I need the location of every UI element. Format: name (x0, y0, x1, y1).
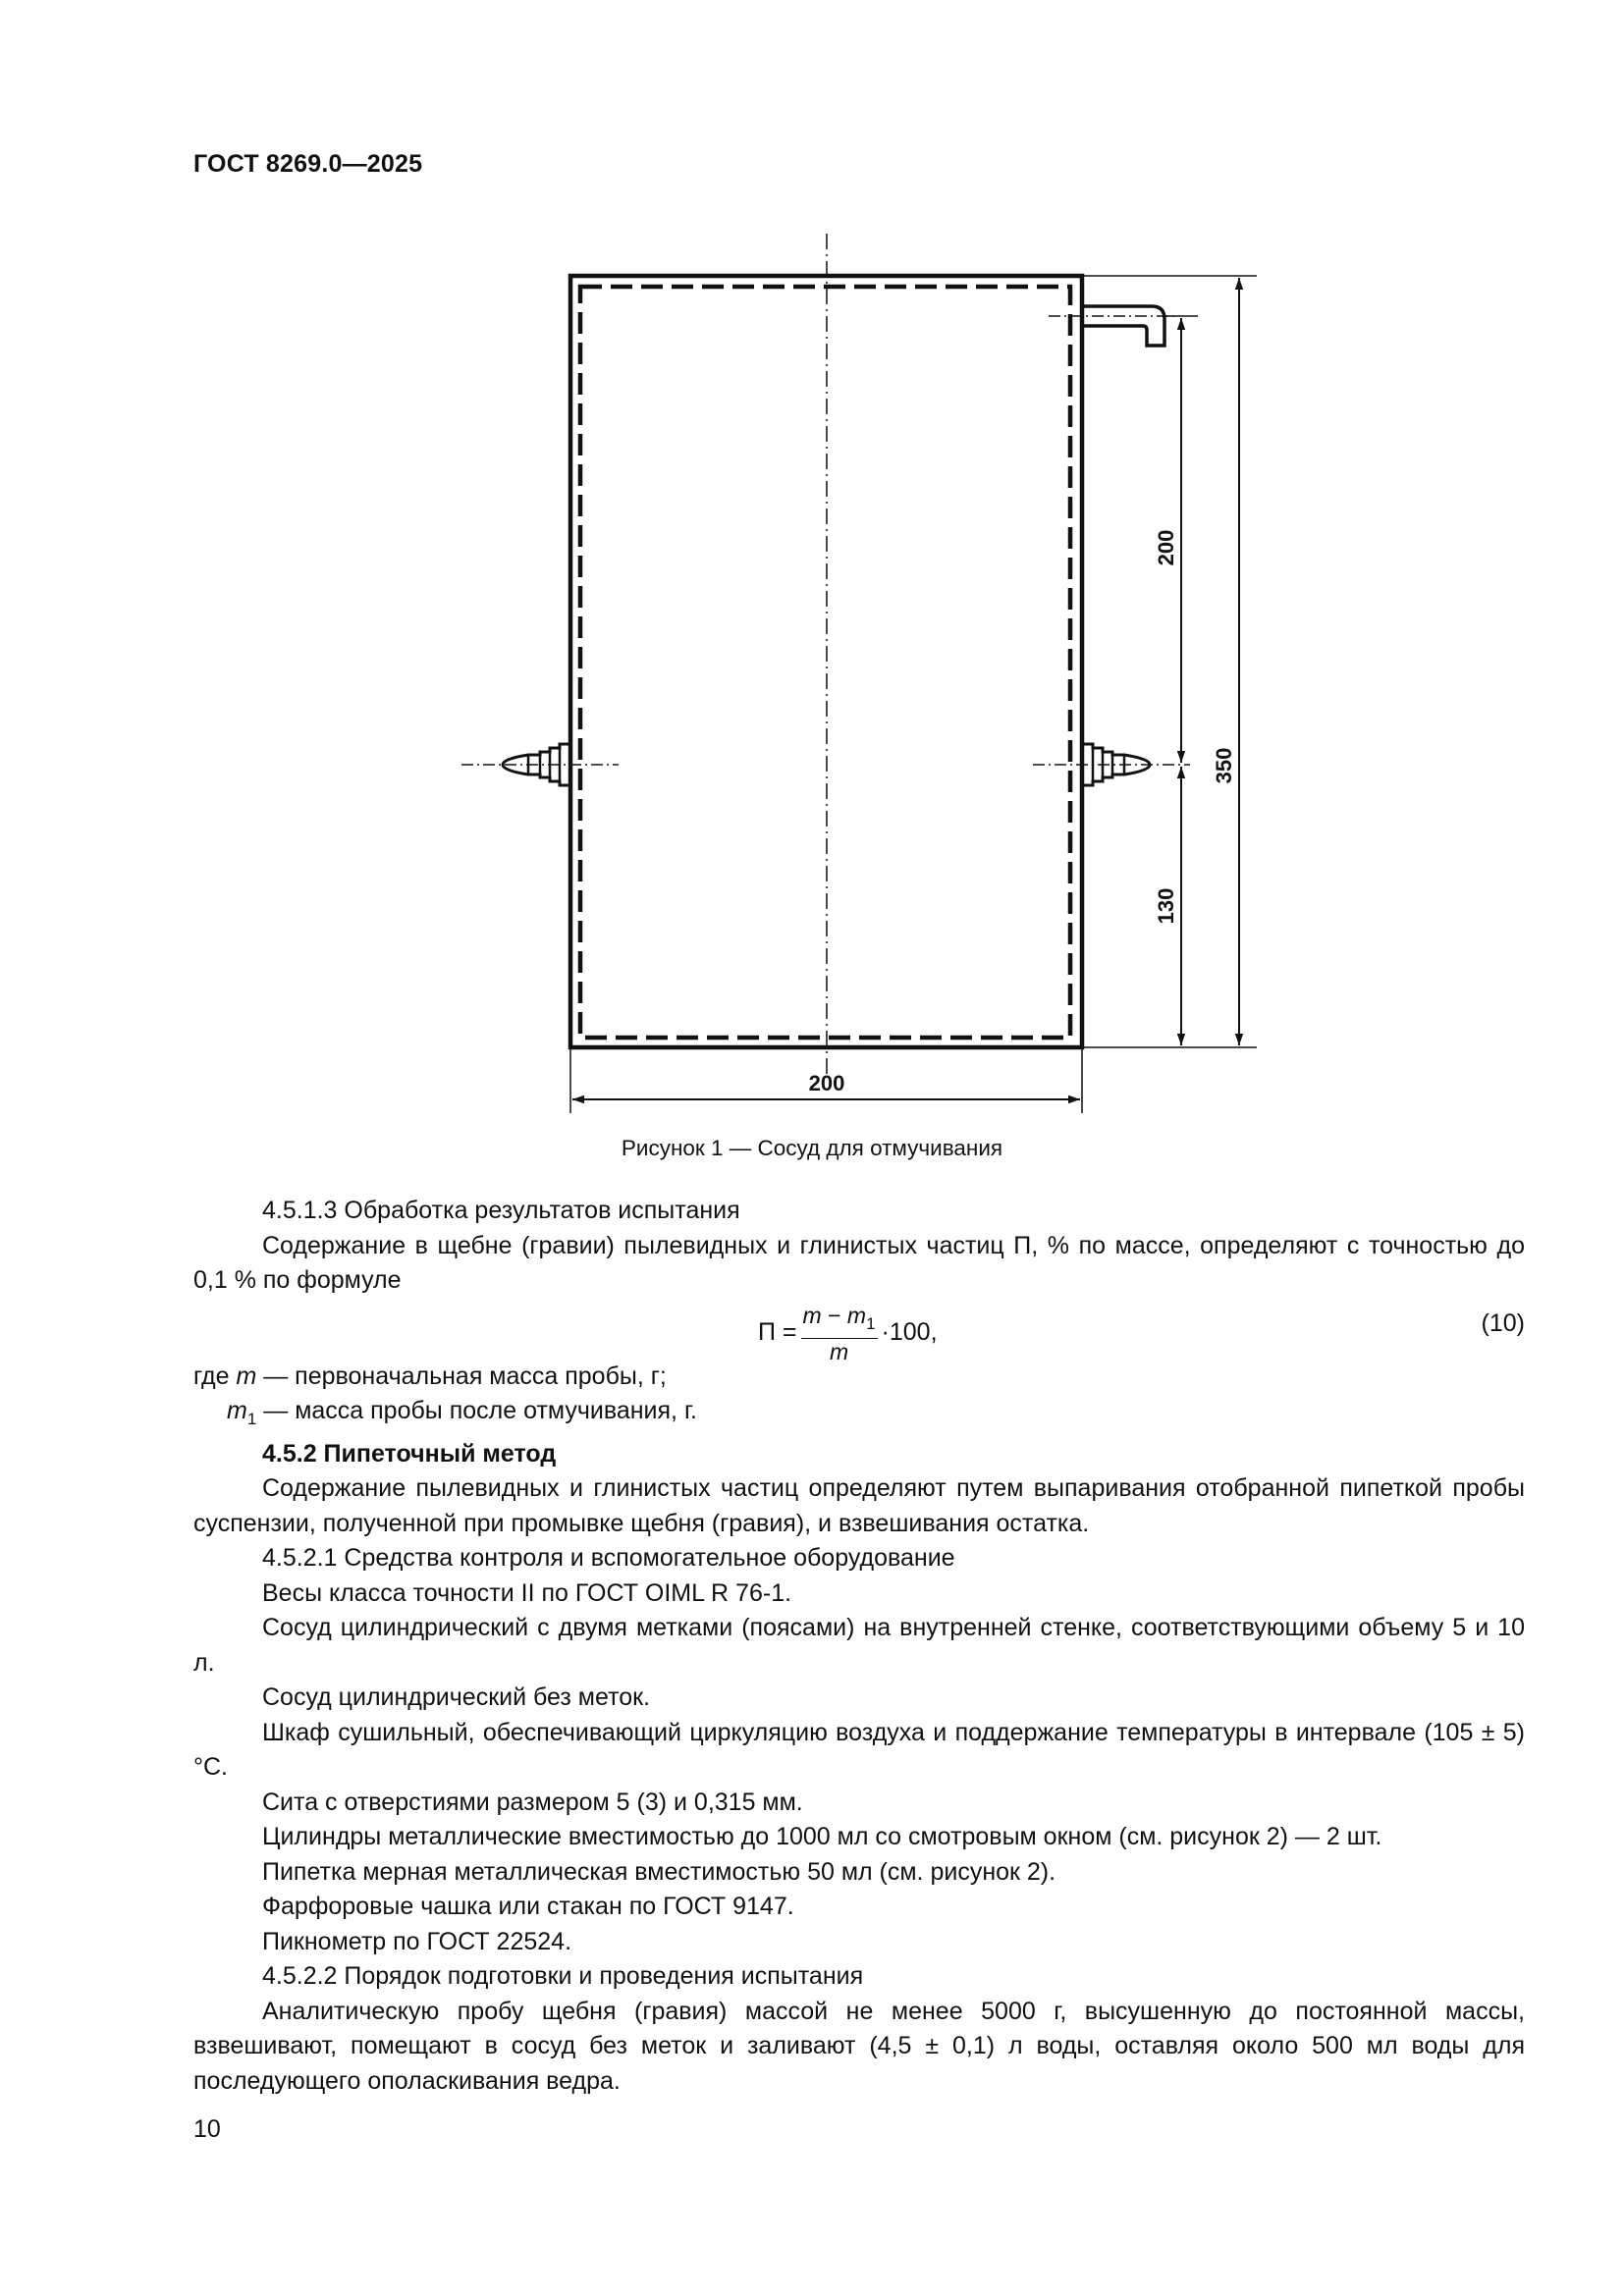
equipment-item: Пикнометр по ГОСТ 22524. (262, 1927, 572, 1955)
section-452-text: Содержание пылевидных и глинистых частиц определяют путем выпаривания отобранной пипеткой пробы суспензии, полученной при промывке щебня (гравия), и взвешивания остатка. (193, 1474, 1525, 1537)
formula-lhs: П = (758, 1318, 797, 1347)
formula-fraction (801, 1303, 878, 1364)
left-fitting (461, 744, 619, 785)
dim-label-lower: 130 (1154, 887, 1178, 925)
dim-label-upper: 200 (1154, 529, 1178, 566)
equipment-item: Фарфоровые чашка или стакан по ГОСТ 9147. (262, 1893, 794, 1920)
dim-label-total: 350 (1212, 747, 1236, 784)
formula-10 (193, 1301, 1525, 1364)
section-4521-title: 4.5.2.1 Средства контроля и вспомогательное оборудование (262, 1544, 955, 1572)
document-body (193, 1194, 1525, 2099)
section-4522-title: 4.5.2.2 Порядок подготовки и проведения испытания (262, 1962, 864, 1990)
figure-vessel-drawing (432, 224, 1276, 1127)
where-line-2: $m_1$ — масса пробы после отмучивания, г. (227, 1397, 697, 1428)
figure-caption: Рисунок 1 — Сосуд для отмучивания (621, 1136, 1003, 1160)
equipment-item: Пипетка мерная металлическая вместимостью 50 мл (см. рисунок 2). (262, 1857, 1056, 1886)
formula-number: (10) (1481, 1308, 1525, 1337)
section-4513-title: 4.5.1.3 Обработка результатов испытания (262, 1197, 740, 1224)
vessel-inner-dashed (580, 287, 1070, 1038)
equipment-item: Сита с отверстиями размером 5 (3) и 0,315 мм. (262, 1788, 803, 1816)
equipment-item: Шкаф сушильный, обеспечивающий циркуляцию воздуха и поддержание температуры в интервале (105 ± 5) °С. (193, 1718, 1525, 1781)
equipment-item: Весы класса точности II по ГОСТ OIML R 76-1. (262, 1578, 792, 1607)
dim-label-width: 200 (808, 1071, 845, 1095)
formula-denominator: m (829, 1338, 849, 1364)
page-number: 10 (193, 2115, 221, 2143)
formula-numerator: $m - m_1$ (801, 1303, 878, 1339)
right-fitting (1033, 744, 1190, 785)
document-header: ГОСТ 8269.0—2025 (193, 150, 423, 178)
formula-rhs: ·100, (881, 1318, 938, 1347)
section-4522-text: Аналитическую пробу щебня (гравия) массой не менее 5000 г, высушенную до постоянной массы, взвешивают, помещают в сосуд без меток и заливают (4,5 ± 0,1) л воды, оставляя около 500 мл воды для последующего ополаскивания ведра. (193, 1997, 1525, 2095)
equipment-item: Сосуд цилиндрический с двумя метками (поясами) на внутренней стенке, соответствующими объему 5 и 10 л. (193, 1614, 1525, 1677)
formula-expression (758, 1303, 938, 1364)
where-line-1: где m — первоначальная масса пробы, г; (193, 1362, 667, 1390)
equipment-item: Сосуд цилиндрический без меток. (262, 1683, 651, 1711)
section-4513-text: Содержание в щебне (гравии) пылевидных и глинистых частиц П, % по массе, определяют с точностью до 0,1 % по формуле (193, 1231, 1525, 1294)
section-452-title: 4.5.2 Пипеточный метод (262, 1439, 557, 1468)
equipment-item: Цилиндры металлические вместимостью до 1000 мл со смотровым окном (см. рисунок 2) — 2 шт. (262, 1823, 1382, 1850)
